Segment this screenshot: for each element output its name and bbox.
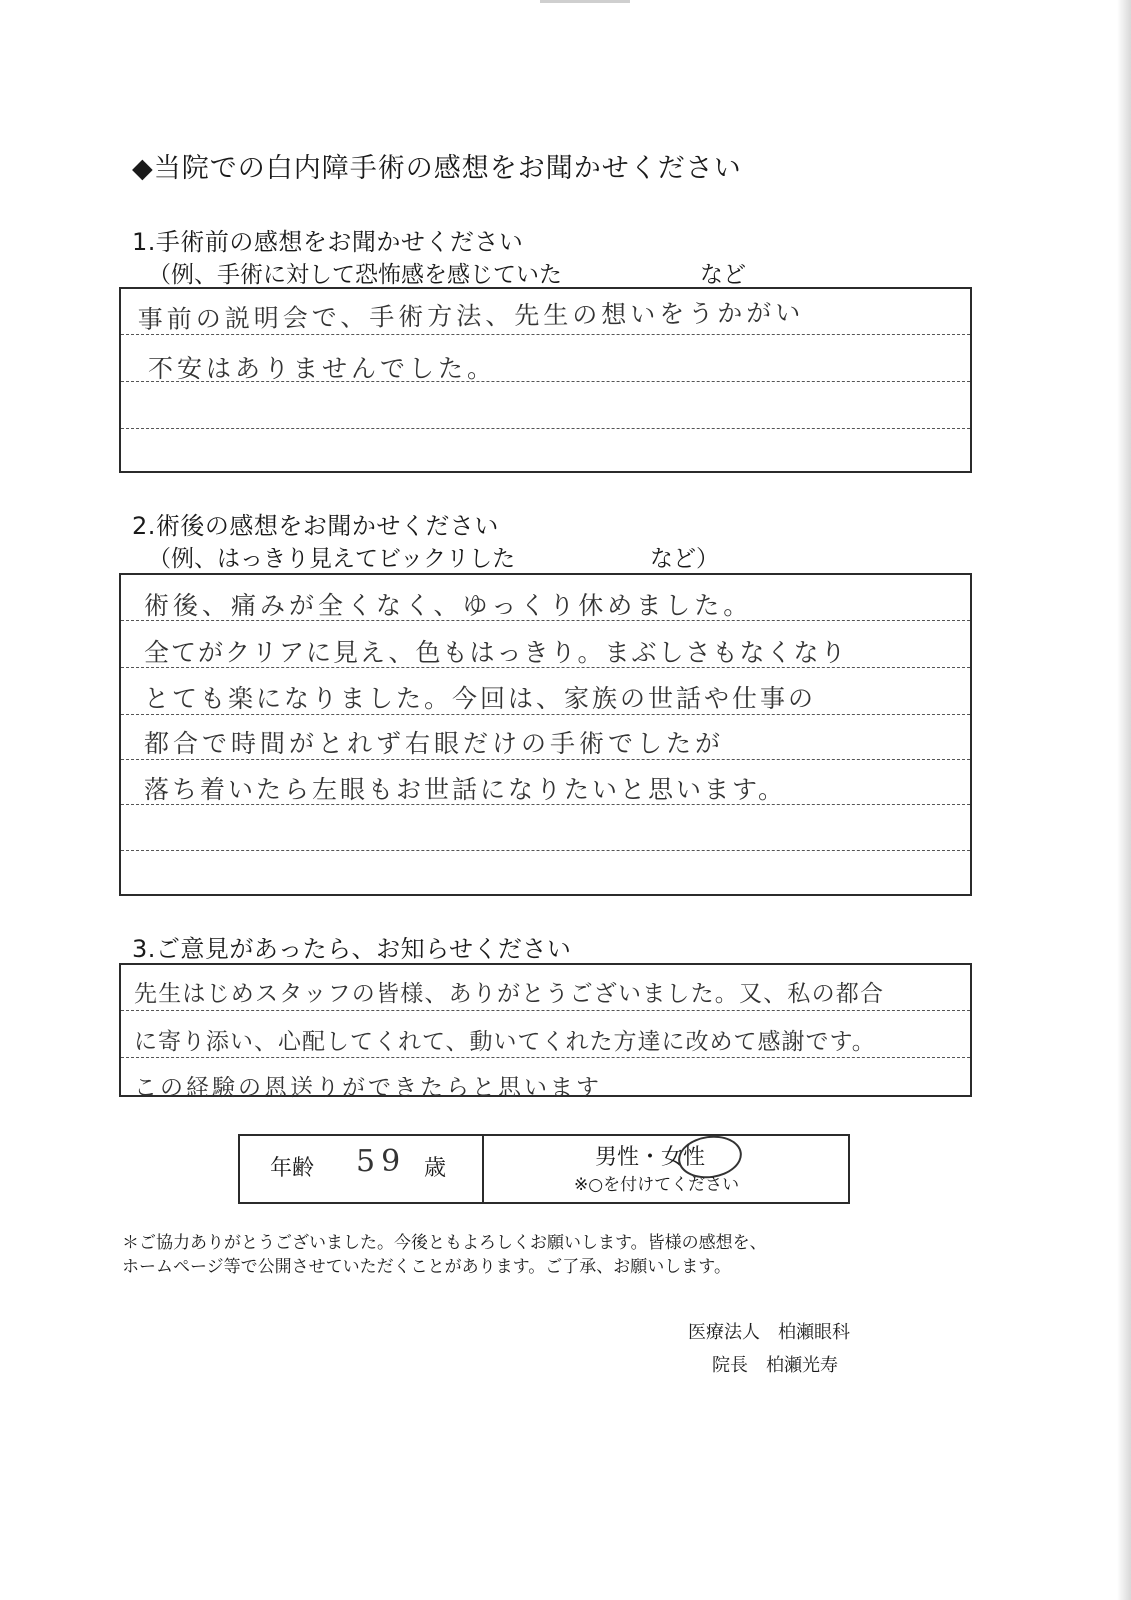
gender-note: ※○を付けてください bbox=[574, 1175, 740, 1195]
q1-rule bbox=[121, 428, 970, 429]
q3-rule bbox=[121, 1010, 970, 1011]
respondent-info-box bbox=[238, 1134, 850, 1204]
q1-answer-line: 不安はありませんでした。 bbox=[148, 354, 497, 383]
q1-title: 1.手術前の感想をお聞かせください bbox=[132, 228, 524, 256]
q3-rule bbox=[121, 1057, 970, 1058]
footer-note-line1: ＊ご協力ありがとうございました。今後ともよろしくお願いします。皆様の感想を、 bbox=[122, 1233, 767, 1253]
q2-rule bbox=[121, 850, 970, 851]
q2-example-suffix: など） bbox=[650, 546, 719, 572]
q3-answer-line: 先生はじめスタッフの皆様、ありがとうございました。又、私の都合 bbox=[134, 981, 885, 1007]
q2-answer-line: 都合で時間がとれず右眼だけの手術でしたが bbox=[144, 729, 725, 758]
scan-artifact bbox=[540, 0, 630, 3]
q1-example-suffix: など bbox=[700, 262, 746, 288]
q2-answer-line: とても楽になりました。今回は、家族の世話や仕事の bbox=[144, 684, 817, 713]
clinic-name: 医療法人 柏瀬眼科 bbox=[688, 1322, 850, 1343]
q1-answer-line: 事前の説明会で、手術方法、先生の想いをうかがい bbox=[137, 298, 805, 335]
q3-answer-line: に寄り添い、心配してくれて、動いてくれた方達に改めて感謝です。 bbox=[134, 1029, 876, 1055]
info-divider bbox=[482, 1136, 484, 1202]
q1-example: （例、手術に対して恐怖感を感じていた bbox=[148, 262, 562, 288]
director-name: 院長 柏瀬光寿 bbox=[712, 1355, 838, 1376]
q2-answer-line: 落ち着いたら左眼もお世話になりたいと思います。 bbox=[144, 775, 787, 804]
age-label: 年齢 bbox=[270, 1156, 315, 1181]
q2-answer-line: 術後、痛みが全くなく、ゆっくり休めました。 bbox=[144, 591, 753, 620]
q2-example: （例、はっきり見えてビックリした bbox=[148, 546, 516, 572]
q2-answer-line: 全てがクリアに見え、色もはっきり。まぶしさもなくなり bbox=[144, 638, 848, 667]
gender-options: 男性・女性 bbox=[595, 1145, 706, 1170]
q3-title: 3.ご意見があったら、お知らせください bbox=[132, 935, 572, 963]
q2-title: 2.術後の感想をお聞かせください bbox=[132, 512, 499, 540]
age-value: 59 bbox=[356, 1144, 407, 1179]
q3-answer-line: この経験の恩送りができたらと思います bbox=[134, 1075, 602, 1101]
footer-note-line2: ホームページ等で公開させていただくことがあります。ご了承、お願いします。 bbox=[122, 1257, 731, 1277]
age-unit: 歳 bbox=[424, 1156, 447, 1181]
survey-title: ◆当院での白内障手術の感想をお聞かせください bbox=[132, 153, 742, 184]
scan-edge-shadow bbox=[1117, 0, 1131, 1600]
